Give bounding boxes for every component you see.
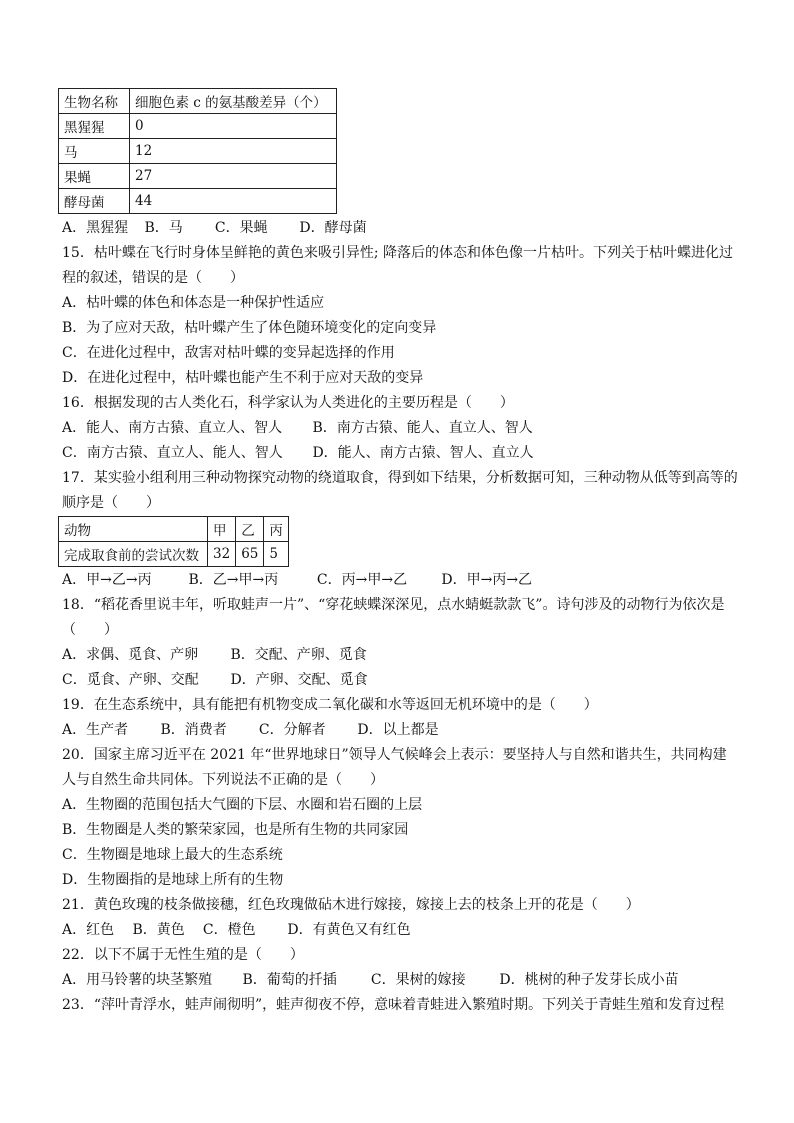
option-d[interactable]: D．产卵、交配、觅食 <box>230 672 368 688</box>
q16-options-row1 <box>62 418 533 438</box>
table-cell: 65 <box>236 542 264 567</box>
option-c[interactable]: C．橙色 <box>202 922 256 938</box>
q18-options-row1 <box>62 645 367 665</box>
q20-stem-line1: 20．国家主席习近平在 2021 年“世界地球日”领导人气候峰会上表示：要坚持人与自然和谐共生，共同构建 <box>62 747 727 763</box>
option-b[interactable]: B．乙→甲→丙 <box>188 572 279 588</box>
detour-feeding-table <box>58 516 289 567</box>
option-c[interactable]: C．果蝇 <box>214 220 268 236</box>
q22-options <box>62 970 679 990</box>
q18-stem-line2: （ ） <box>62 622 118 638</box>
table-cell: 0 <box>130 114 337 139</box>
option-c[interactable]: C．南方古猿、直立人、能人、智人 <box>62 445 283 461</box>
table-header-cell: 生物名称 <box>59 89 130 114</box>
q18-options-row2 <box>62 670 368 690</box>
option-d[interactable]: D．甲→丙→乙 <box>441 572 533 588</box>
q20-option-a[interactable]: A．生物圈的范围包括大气圈的下层、水圈和岩石圈的上层 <box>62 797 423 813</box>
q14-options <box>62 218 367 238</box>
q17-stem-line2: 顺序是（ ） <box>62 495 160 511</box>
table-row <box>59 139 337 164</box>
table-header-cell: 丙 <box>264 517 289 542</box>
option-c[interactable]: C．丙→甲→乙 <box>316 572 408 588</box>
table-cell: 果蝇 <box>59 164 130 189</box>
cytochrome-table <box>58 88 337 214</box>
option-b[interactable]: B．消费者 <box>160 722 227 738</box>
table-cell: 32 <box>208 542 236 567</box>
option-d[interactable]: D．能人、南方古猿、智人、直立人 <box>312 445 534 461</box>
q16-stem: 16．根据发现的古人类化石，科学家认为人类进化的主要历程是（ ） <box>62 395 514 411</box>
option-b[interactable]: B．黄色 <box>132 922 185 938</box>
q18-stem-line1: 18．“稻花香里说丰年，听取蛙声一片”、“穿花蛱蝶深深见，点水蜻蜓款款飞”。诗句涉及的动物行为依次是 <box>62 597 725 613</box>
option-a[interactable]: A．用马铃薯的块茎繁殖 <box>62 972 213 988</box>
option-a[interactable]: A．求偶、觅食、产卵 <box>62 647 199 663</box>
table-cell: 27 <box>130 164 337 189</box>
option-b[interactable]: B．交配、产卵、觅食 <box>230 647 367 663</box>
table-row <box>59 189 337 214</box>
table-row <box>59 164 337 189</box>
table-row <box>59 542 289 567</box>
q15-stem-line2: 程的叙述，错误的是（ ） <box>62 270 244 286</box>
option-b[interactable]: B．南方古猿、能人、直立人、智人 <box>312 420 533 436</box>
q17-stem-line1: 17．某实验小组利用三种动物探究动物的绕道取食，得到如下结果，分析数据可知，三种动物从低等到高等的 <box>62 470 738 486</box>
q20-option-c[interactable]: C．生物圈是地球上最大的生态系统 <box>62 847 283 863</box>
table-cell: 马 <box>59 139 130 164</box>
q21-options <box>62 920 411 940</box>
table-cell: 酵母菌 <box>59 189 130 214</box>
option-c[interactable]: C．觅食、产卵、交配 <box>62 672 199 688</box>
table-header-cell: 乙 <box>236 517 264 542</box>
option-a[interactable]: A．黑猩猩 <box>62 220 129 236</box>
q19-options <box>62 720 439 740</box>
table-cell: 黑猩猩 <box>59 114 130 139</box>
option-c[interactable]: C．果树的嫁接 <box>370 972 466 988</box>
option-b[interactable]: B．马 <box>144 220 183 236</box>
q20-stem-line2: 人与自然生命共同体。下列说法不正确的是（ ） <box>62 772 384 788</box>
option-c[interactable]: C．分解者 <box>258 722 326 738</box>
q20-option-d[interactable]: D．生物圈指的是地球上所有的生物 <box>62 872 284 888</box>
table-cell: 完成取食前的尝试次数 <box>59 542 208 567</box>
q15-option-b[interactable]: B．为了应对天敌，枯叶蝶产生了体色随环境变化的定向变异 <box>62 320 437 336</box>
option-a[interactable]: A．红色 <box>62 922 115 938</box>
option-d[interactable]: D．以上都是 <box>357 722 439 738</box>
q20-option-b[interactable]: B．生物圈是人类的繁荣家园，也是所有生物的共同家园 <box>62 822 409 838</box>
option-a[interactable]: A．甲→乙→丙 <box>62 572 152 588</box>
option-b[interactable]: B．葡萄的扦插 <box>242 972 337 988</box>
q15-option-c[interactable]: C．在进化过程中，敌害对枯叶蝶的变异起选择的作用 <box>62 345 395 361</box>
q23-stem-line1: 23．“萍叶青浮水，蛙声闹彻明”，蛙声彻夜不停，意味着青蛙进入繁殖时期。下列关于青蛙生殖和发育过程 <box>62 997 725 1013</box>
q17-options <box>62 570 532 590</box>
option-a[interactable]: A．能人、南方古猿、直立人、智人 <box>62 420 283 436</box>
option-d[interactable]: D．酵母菌 <box>299 220 367 236</box>
table-header-row <box>59 89 337 114</box>
table-row <box>59 114 337 139</box>
table-header-row <box>59 517 289 542</box>
table-header-cell: 细胞色素 c 的氨基酸差异（个） <box>130 89 337 114</box>
q21-stem: 21．黄色玫瑰的枝条做接穗，红色玫瑰做砧木进行嫁接，嫁接上去的枝条上开的花是（ ） <box>62 897 640 913</box>
table-cell: 12 <box>130 139 337 164</box>
q15-stem-line1: 15．枯叶蝶在飞行时身体呈鲜艳的黄色来吸引异性; 降落后的体态和体色像一片枯叶。下列关于枯叶蝶进化过 <box>62 245 733 261</box>
option-d[interactable]: D．桃树的种子发芽长成小苗 <box>499 972 679 988</box>
q19-stem: 19．在生态系统中，具有能把有机物变成二氧化碳和水等返回无机环境中的是（ ） <box>62 697 598 713</box>
table-header-cell: 动物 <box>59 517 208 542</box>
table-cell: 44 <box>130 189 337 214</box>
option-d[interactable]: D．有黄色又有红色 <box>287 922 411 938</box>
option-a[interactable]: A．生产者 <box>62 722 129 738</box>
q15-option-d[interactable]: D．在进化过程中，枯叶蝶也能产生不利于应对天敌的变异 <box>62 370 424 386</box>
q15-option-a[interactable]: A．枯叶蝶的体色和体态是一种保护性适应 <box>62 295 325 311</box>
table-header-cell: 甲 <box>208 517 236 542</box>
table-cell: 5 <box>264 542 289 567</box>
q16-options-row2 <box>62 443 534 463</box>
q22-stem: 22．以下不属于无性生殖的是（ ） <box>62 947 304 963</box>
